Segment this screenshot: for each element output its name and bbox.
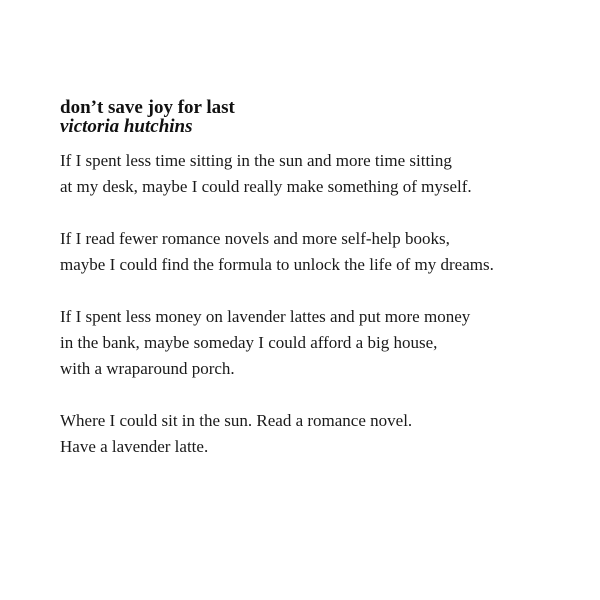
poem-body (60, 148, 580, 486)
poem-line: If I spent less money on lavender lattes and put more money (60, 307, 471, 326)
stanza-1 (60, 148, 580, 200)
stanza-4 (60, 408, 580, 460)
poem-line: with a wraparound porch. (60, 359, 235, 378)
poem-line: maybe I could find the formula to unlock the life of my dreams. (60, 255, 494, 274)
poem-line: in the bank, maybe someday I could afford a big house, (60, 333, 438, 352)
poem-line: Have a lavender latte. (60, 437, 209, 456)
poem-title: don’t save joy for last (60, 97, 235, 118)
stanza-3 (60, 304, 580, 382)
poem-line: at my desk, maybe I could really make something of myself. (60, 177, 472, 196)
poem-line: If I spent less time sitting in the sun and more time sitting (60, 151, 452, 170)
poem-line: If I read fewer romance novels and more self-help books, (60, 229, 450, 248)
stanza-2 (60, 226, 580, 278)
poem-author: victoria hutchins (60, 116, 193, 137)
poem-line: Where I could sit in the sun. Read a romance novel. (60, 411, 413, 430)
